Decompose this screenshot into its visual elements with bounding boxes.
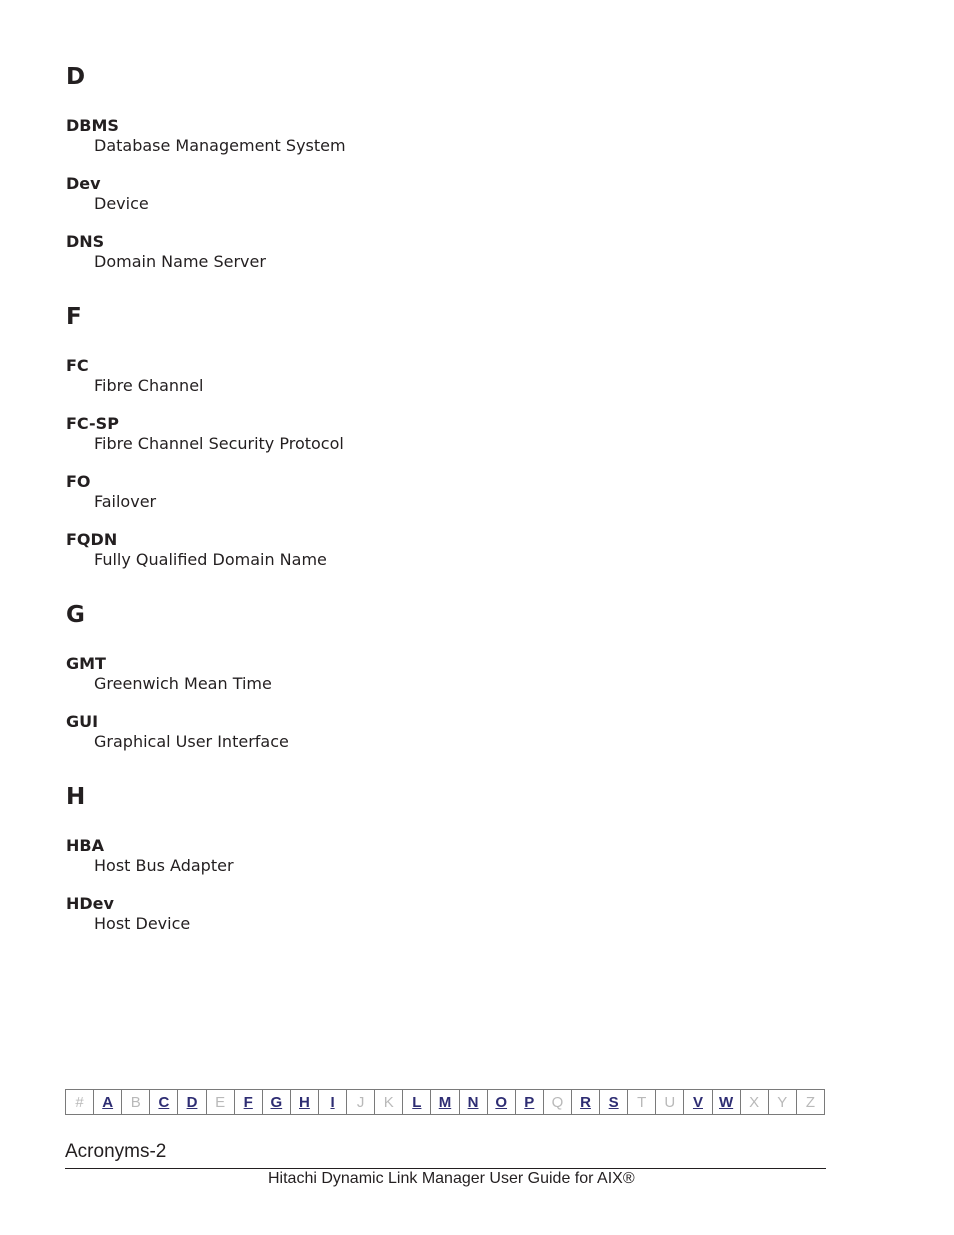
- acronym-term: Dev: [66, 174, 101, 193]
- alpha-nav-h-link[interactable]: H: [291, 1090, 319, 1114]
- acronym-definition: Fully Qualified Domain Name: [94, 550, 327, 569]
- alpha-nav-w-link[interactable]: W: [713, 1090, 741, 1114]
- alpha-nav-c-link[interactable]: C: [150, 1090, 178, 1114]
- acronym-term: FC-SP: [66, 414, 119, 433]
- acronym-definition: Host Device: [94, 914, 191, 933]
- acronym-term: HBA: [66, 836, 104, 855]
- alpha-nav-d-link[interactable]: D: [178, 1090, 206, 1114]
- alphabet-navigation: [65, 1089, 825, 1115]
- alpha-nav-x: X: [741, 1090, 769, 1114]
- alpha-nav-y: Y: [769, 1090, 797, 1114]
- section-d: [66, 62, 886, 272]
- alpha-nav-o-link[interactable]: O: [488, 1090, 516, 1114]
- acronym-term: FQDN: [66, 530, 118, 549]
- acronym-entry: [66, 414, 886, 454]
- acronym-entry: [66, 116, 886, 156]
- alpha-nav-f-link[interactable]: F: [235, 1090, 263, 1114]
- alpha-nav-j: J: [347, 1090, 375, 1114]
- acronym-entry: [66, 472, 886, 512]
- acronym-definition: Fibre Channel Security Protocol: [94, 434, 344, 453]
- alpha-nav-m-link[interactable]: M: [431, 1090, 459, 1114]
- acronym-definition: Host Bus Adapter: [94, 856, 234, 875]
- acronym-definition: Failover: [94, 492, 157, 511]
- acronym-definition: Domain Name Server: [94, 252, 266, 271]
- acronym-definition: Database Management System: [94, 136, 346, 155]
- acronym-term: HDev: [66, 894, 114, 913]
- alpha-nav-i-link[interactable]: I: [319, 1090, 347, 1114]
- alpha-nav-z: Z: [805, 1093, 815, 1111]
- alpha-nav-a-link[interactable]: A: [94, 1090, 122, 1114]
- footer-divider: [65, 1168, 826, 1169]
- acronym-entry: [66, 836, 886, 876]
- section-heading: D: [66, 64, 86, 90]
- alpha-nav-v-link[interactable]: V: [684, 1090, 712, 1114]
- acronym-entry: [66, 232, 886, 272]
- acronym-term: DNS: [66, 232, 105, 251]
- alpha-nav-t: T: [628, 1090, 656, 1114]
- acronym-list: [66, 62, 886, 952]
- acronym-entry: [66, 894, 886, 934]
- acronym-entry: [66, 654, 886, 694]
- section-g: [66, 600, 886, 752]
- acronym-term: FC: [66, 356, 89, 375]
- alpha-nav-l-link[interactable]: L: [403, 1090, 431, 1114]
- section-h: [66, 782, 886, 934]
- section-f: [66, 302, 886, 570]
- acronym-entry: [66, 174, 886, 214]
- alpha-nav-k: K: [375, 1090, 403, 1114]
- acronym-definition: Greenwich Mean Time: [94, 674, 272, 693]
- section-heading: F: [66, 304, 82, 330]
- acronym-entry: [66, 530, 886, 570]
- acronym-term: GUI: [66, 712, 99, 731]
- acronym-term: GMT: [66, 654, 106, 673]
- alpha-nav-g-link[interactable]: G: [263, 1090, 291, 1114]
- section-heading: G: [66, 602, 85, 628]
- acronym-term: DBMS: [66, 116, 119, 135]
- alpha-nav-n-link[interactable]: N: [460, 1090, 488, 1114]
- acronym-definition: Fibre Channel: [94, 376, 204, 395]
- section-heading: H: [66, 784, 86, 810]
- alpha-nav-p-link[interactable]: P: [516, 1090, 544, 1114]
- alpha-nav-q: Q: [544, 1090, 572, 1114]
- alpha-nav-u: U: [656, 1090, 684, 1114]
- alpha-nav-r-link[interactable]: R: [572, 1090, 600, 1114]
- acronym-entry: [66, 356, 886, 396]
- page-number: Acronyms-2: [65, 1141, 167, 1162]
- alpha-nav-b: B: [122, 1090, 150, 1114]
- acronym-definition: Graphical User Interface: [94, 732, 289, 751]
- document-title: Hitachi Dynamic Link Manager User Guide for AIX®: [268, 1170, 635, 1187]
- acronym-entry: [66, 712, 886, 752]
- alpha-nav-e: E: [207, 1090, 235, 1114]
- alpha-nav-hash: #: [66, 1090, 94, 1114]
- acronym-definition: Device: [94, 194, 149, 213]
- acronym-term: FO: [66, 472, 91, 491]
- alpha-nav-s-link[interactable]: S: [600, 1090, 628, 1114]
